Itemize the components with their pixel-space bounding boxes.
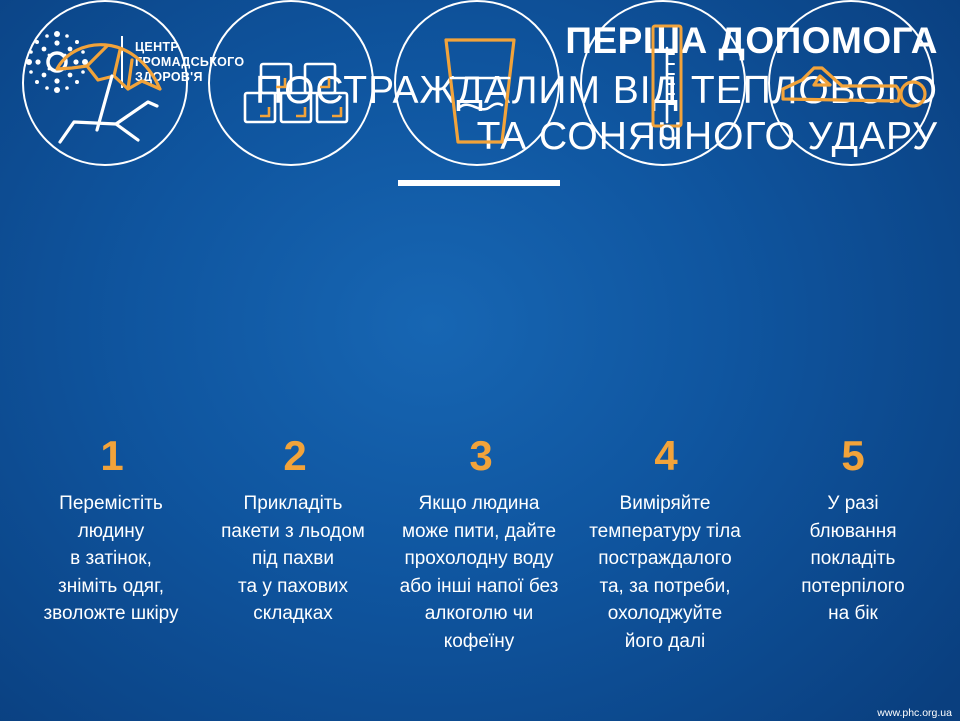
- step-2-instruction-line: складках: [253, 603, 333, 624]
- step-3-instruction-line: алкоголю чи: [424, 603, 534, 624]
- step-1-instruction-line: людину: [77, 520, 145, 542]
- ice-cubes-icon: [210, 2, 372, 164]
- step-3-instruction: [386, 490, 572, 655]
- step-3-icon-circle: [394, 0, 560, 166]
- step-3-instruction-line: прохолодну воду: [404, 548, 554, 569]
- step-4-instruction: [572, 490, 758, 655]
- step-5-instruction-line: на бік: [828, 603, 878, 624]
- step-2-instruction-line: та у пахових: [237, 575, 349, 597]
- step-5-instruction: [760, 490, 946, 628]
- organization-name-line: ГРОМАДСЬКОГО: [135, 55, 245, 69]
- step-5-instruction-line: блювання: [809, 520, 897, 542]
- step-4-instruction-line: постраждалого: [598, 548, 732, 569]
- step-3-instruction-line: Якщо людина: [418, 493, 540, 514]
- step-2-instruction-line: під пахви: [252, 548, 334, 569]
- step-2-instruction-line: Прикладіть: [243, 493, 343, 514]
- step-4-instruction-line: його далі: [624, 630, 706, 652]
- step-4-instruction-line: Виміряйте: [619, 493, 711, 514]
- step-3-instruction-line: кофеїну: [443, 630, 515, 652]
- step-1-instruction-line: в затінок,: [70, 548, 152, 569]
- step-4-instruction-line: та, за потреби,: [599, 575, 731, 597]
- step-5-icon-circle: [768, 0, 934, 166]
- step-1-instruction-line: Перемістіть: [59, 493, 163, 514]
- page-title: ПЕРША ДОПОМОГА: [565, 20, 938, 61]
- page-subtitle-line: ТА СОНЯЧНОГО УДАРУ: [476, 115, 938, 158]
- page-subtitle-line: ПОСТРАЖДАЛИМ ВІД ТЕПЛОВОГО: [255, 69, 938, 112]
- step-3-instruction-line: або інші напої без: [399, 575, 559, 597]
- step-2-instruction: [200, 490, 386, 628]
- step-5-instruction-line: покладіть: [810, 548, 896, 569]
- step-1-instruction: [18, 490, 204, 628]
- step-1-number: 1: [100, 432, 124, 479]
- step-1-icon-circle: [22, 0, 188, 166]
- step-2-instruction-line: пакети з льодом: [221, 520, 365, 542]
- step-4-number: 4: [654, 432, 678, 479]
- step-2-icon-circle: [208, 0, 374, 166]
- organization-name-line: ЗДОРОВ'Я: [135, 70, 203, 84]
- step-1-instruction-line: зніміть одяг,: [57, 575, 164, 597]
- footer-website-url: www.phc.org.ua: [877, 707, 952, 719]
- glass-of-water-icon: [396, 2, 558, 164]
- step-4-instruction-line: охолоджуйте: [607, 603, 723, 624]
- step-5-instruction-line: потерпілого: [801, 575, 905, 597]
- umbrella-sunbed-icon: [24, 2, 186, 164]
- step-3-instruction-line: може пити, дайте: [401, 520, 557, 542]
- step-5-instruction-line: У разі: [827, 493, 879, 514]
- step-1-instruction-line: зволожте шкіру: [43, 603, 179, 624]
- title-divider: [398, 180, 560, 186]
- step-4-instruction-line: температуру тіла: [589, 520, 741, 542]
- thermometer-icon: [582, 2, 744, 164]
- step-2-number: 2: [283, 432, 307, 479]
- organization-name-line: ЦЕНТР: [135, 40, 179, 54]
- person-lying-on-side-icon: [770, 2, 932, 164]
- step-4-icon-circle: [580, 0, 746, 166]
- step-3-number: 3: [469, 432, 493, 479]
- step-5-number: 5: [841, 432, 865, 479]
